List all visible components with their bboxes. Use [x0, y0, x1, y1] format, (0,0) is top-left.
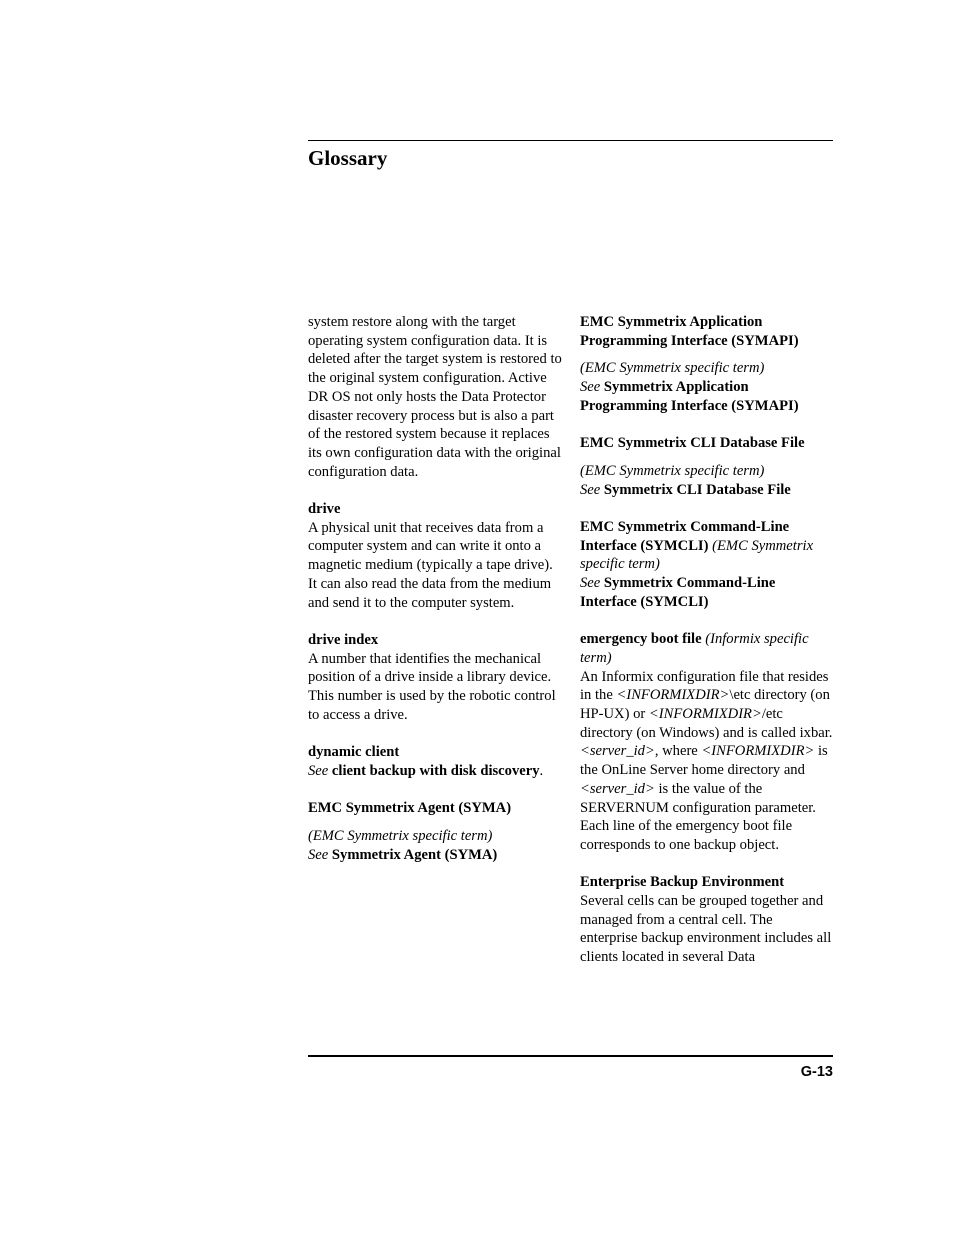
see-target: Symmetrix Application Programming Interface (SYMAPI)	[580, 379, 799, 414]
placeholder-informixdir: <INFORMIXDIR>	[616, 687, 730, 704]
definition-text: \etc directory (on HP-UX) or	[580, 687, 830, 723]
entry-qualifier: (EMC Symmetrix specific term)	[308, 827, 493, 844]
definition-text: is the OnLine Server home directory and	[580, 743, 828, 779]
definition-text: /etc directory (on Windows) and is called ixbar.	[580, 706, 833, 741]
definition-text: is the value of the SERVERNUM configuration parameter. Each line of the emergency boot file corresponds to one backup object.	[580, 780, 816, 853]
entry-definition: Several cells can be grouped together and managed from a central cell. The enterprise backup environment includes all clients located in several Data	[580, 893, 832, 966]
entry-term: Enterprise Backup Environment	[580, 874, 785, 891]
entry-term: drive	[308, 501, 341, 518]
glossary-entry-continuation	[308, 313, 564, 481]
glossary-entry-emergency-boot-file	[580, 630, 833, 854]
glossary-entry-drive	[308, 500, 564, 612]
entry-qualifier: (EMC Symmetrix specific term)	[580, 462, 765, 479]
entry-qualifier: (EMC Symmetrix specific term)	[580, 360, 765, 377]
see-target: Symmetrix CLI Database File	[603, 481, 791, 498]
entry-term: dynamic client	[308, 744, 400, 761]
glossary-entry-cli-database-file	[580, 434, 833, 499]
placeholder-informixdir: <INFORMIXDIR>	[701, 743, 815, 760]
entry-definition	[580, 668, 833, 855]
entry-definition: A number that identifies the mechanical position of a drive inside a library device. This number is used by the robotic control to access a drive.	[308, 650, 556, 723]
glossary-entry-symcli	[580, 518, 833, 612]
definition-text: An Informix configuration file that resides in the	[580, 668, 829, 704]
see-word: See	[580, 379, 601, 396]
entry-see-reference	[580, 574, 833, 611]
entry-term: drive index	[308, 631, 379, 648]
see-word: See	[308, 762, 329, 779]
page-title: Glossary	[308, 146, 388, 170]
entry-see-reference	[308, 762, 564, 781]
placeholder-informixdir: <INFORMIXDIR>	[648, 706, 762, 723]
entry-term: emergency boot file	[580, 631, 702, 648]
entry-term: EMC Symmetrix Application Programming Interface (SYMAPI)	[580, 314, 799, 349]
entry-definition: system restore along with the target operating system configuration data. It is deleted after the target system is restored to the original system configuration. Active DR OS not only hosts the Data Protector disaster recovery process but is also a part of the restored system because it replaces its own configuration data with the original configuration data.	[308, 314, 562, 480]
entry-qualifier: (Informix specific term)	[580, 631, 809, 666]
glossary-entry-syma	[308, 799, 564, 864]
page-number: G-13	[800, 1064, 833, 1080]
glossary-entry-enterprise-backup-environment	[580, 873, 833, 967]
entry-definition: A physical unit that receives data from a computer system and can write it onto a magnetic medium (typically a tape drive). It can also read the data from the medium and send it to the computer system.	[308, 519, 553, 611]
see-trailing: .	[539, 762, 544, 779]
entry-qualifier: (EMC Symmetrix specific term)	[580, 537, 814, 573]
entry-see-reference	[580, 378, 833, 415]
entry-term: EMC Symmetrix Command-Line Interface (SYMCLI)	[580, 519, 790, 554]
header-rule	[308, 140, 833, 141]
entry-heading	[580, 630, 833, 667]
entry-heading	[580, 518, 833, 574]
placeholder-server-id: <server_id>	[580, 780, 655, 797]
entry-term: EMC Symmetrix CLI Database File	[580, 435, 805, 452]
see-target: Symmetrix Command-Line Interface (SYMCLI)	[580, 575, 776, 610]
entry-term: EMC Symmetrix Agent (SYMA)	[308, 800, 512, 817]
see-word: See	[308, 846, 329, 863]
see-word: See	[580, 575, 601, 592]
glossary-entry-symapi	[580, 313, 833, 416]
definition-text: , where	[654, 743, 702, 760]
glossary-entry-dynamic-client	[308, 743, 564, 780]
glossary-entry-drive-index	[308, 631, 564, 725]
see-word: See	[580, 481, 601, 498]
see-target: Symmetrix Agent (SYMA)	[331, 846, 498, 863]
right-column	[580, 313, 833, 986]
entry-see-reference	[308, 846, 564, 865]
footer-rule	[308, 1055, 833, 1057]
entry-see-reference	[580, 481, 833, 500]
placeholder-server-id: <server_id>	[580, 743, 655, 760]
see-target: client backup with disk discovery	[331, 762, 540, 779]
left-column	[308, 313, 564, 883]
